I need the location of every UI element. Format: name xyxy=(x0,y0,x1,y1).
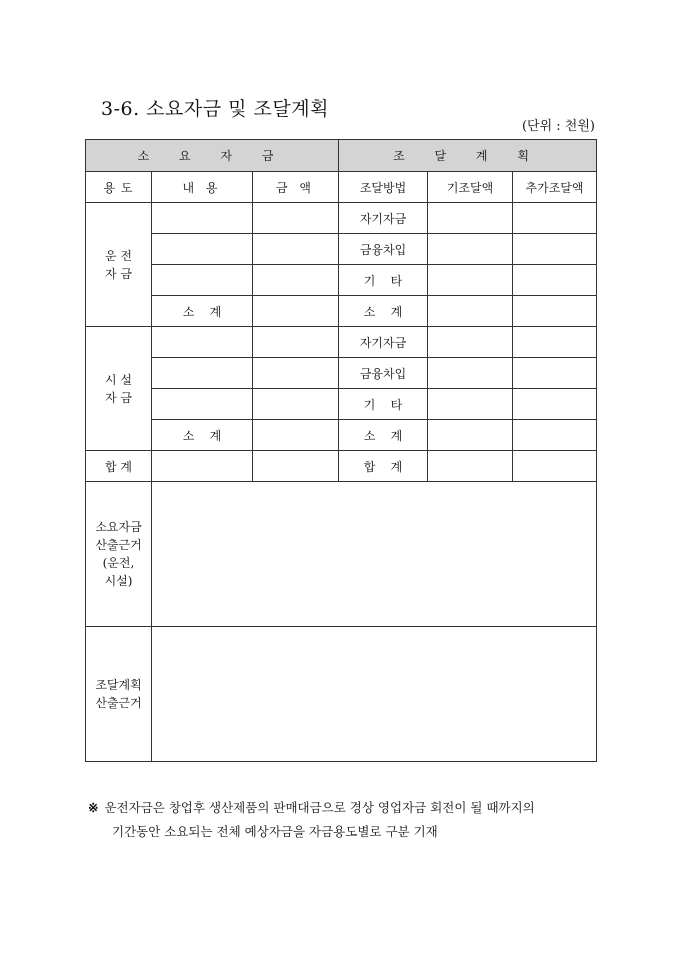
cell-input[interactable] xyxy=(152,451,253,482)
cell-input[interactable] xyxy=(513,327,597,358)
footnote-line2: 기간동안 소요되는 전체 예상자금을 자금용도별로 구분 기재 xyxy=(112,824,438,839)
subtotal-label: 소 계 xyxy=(339,296,428,327)
group-working-line2: 자 금 xyxy=(105,266,132,281)
cell-input[interactable] xyxy=(152,389,253,420)
cell-input[interactable] xyxy=(152,234,253,265)
cell-input[interactable] xyxy=(513,296,597,327)
cell-input[interactable] xyxy=(428,327,513,358)
basis-line: (운전, xyxy=(102,556,135,570)
cell-input[interactable] xyxy=(253,327,339,358)
cell-input[interactable] xyxy=(253,389,339,420)
group-facility-line1: 시 설 xyxy=(105,372,132,387)
col-usage: 용 도 xyxy=(86,172,152,203)
section-title: 3-6. 소요자금 및 조달계획 xyxy=(101,98,329,120)
footnote xyxy=(88,796,535,844)
cell-input[interactable] xyxy=(152,327,253,358)
basis-line: 산출근거 xyxy=(95,696,142,710)
funding-plan-basis-input[interactable] xyxy=(152,627,597,762)
cell-input[interactable] xyxy=(428,420,513,451)
cell-input[interactable] xyxy=(428,358,513,389)
cell-input[interactable] xyxy=(253,203,339,234)
funding-table xyxy=(85,139,597,762)
col-method: 조달방법 xyxy=(339,172,428,203)
basis-line: 조달계획 xyxy=(95,678,142,692)
basis-line: 소요자금 xyxy=(95,520,142,534)
col-existing: 기조달액 xyxy=(428,172,513,203)
required-funds-basis-label xyxy=(86,482,152,627)
cell-input[interactable] xyxy=(513,265,597,296)
cell-input[interactable] xyxy=(513,389,597,420)
cell-input[interactable] xyxy=(428,234,513,265)
footnote-line1: 운전자금은 창업후 생산제품의 판매대금으로 경상 영업자금 회전이 될 때까지의 xyxy=(104,800,535,815)
col-amount: 금 액 xyxy=(253,172,339,203)
cell-input[interactable] xyxy=(513,358,597,389)
cell-input[interactable] xyxy=(428,389,513,420)
cell-input[interactable] xyxy=(253,234,339,265)
cell-input[interactable] xyxy=(152,358,253,389)
cell-input[interactable] xyxy=(513,451,597,482)
method-self: 자기자금 xyxy=(339,327,428,358)
method-loan: 금융차입 xyxy=(339,234,428,265)
cell-input[interactable] xyxy=(253,420,339,451)
group-facility-line2: 자 금 xyxy=(105,390,132,405)
total-label: 합 계 xyxy=(339,451,428,482)
cell-input[interactable] xyxy=(428,265,513,296)
subtotal-label: 소 계 xyxy=(152,420,253,451)
group-facility-capital xyxy=(86,327,152,451)
method-other: 기 타 xyxy=(339,265,428,296)
cell-input[interactable] xyxy=(253,265,339,296)
col-additional: 추가조달액 xyxy=(513,172,597,203)
method-self: 자기자금 xyxy=(339,203,428,234)
reference-mark-icon: ※ xyxy=(88,800,99,815)
required-funds-basis-input[interactable] xyxy=(152,482,597,627)
basis-line: 산출근거 xyxy=(95,538,142,552)
method-loan: 금융차입 xyxy=(339,358,428,389)
cell-input[interactable] xyxy=(253,358,339,389)
subtotal-label: 소 계 xyxy=(339,420,428,451)
cell-input[interactable] xyxy=(513,234,597,265)
cell-input[interactable] xyxy=(428,296,513,327)
cell-input[interactable] xyxy=(253,296,339,327)
funding-plan-basis-label xyxy=(86,627,152,762)
header-required-funds: 소 요 자 금 xyxy=(86,140,339,172)
header-funding-plan: 조 달 계 획 xyxy=(339,140,597,172)
cell-input[interactable] xyxy=(253,451,339,482)
cell-input[interactable] xyxy=(152,203,253,234)
total-label: 합 계 xyxy=(86,451,152,482)
cell-input[interactable] xyxy=(428,203,513,234)
unit-label: (단위 : 천원) xyxy=(521,119,595,134)
subtotal-label: 소 계 xyxy=(152,296,253,327)
cell-input[interactable] xyxy=(152,265,253,296)
cell-input[interactable] xyxy=(513,420,597,451)
group-working-line1: 운 전 xyxy=(105,248,132,263)
col-content: 내 용 xyxy=(152,172,253,203)
basis-line: 시설) xyxy=(104,574,133,588)
cell-input[interactable] xyxy=(428,451,513,482)
group-working-capital xyxy=(86,203,152,327)
method-other: 기 타 xyxy=(339,389,428,420)
cell-input[interactable] xyxy=(513,203,597,234)
